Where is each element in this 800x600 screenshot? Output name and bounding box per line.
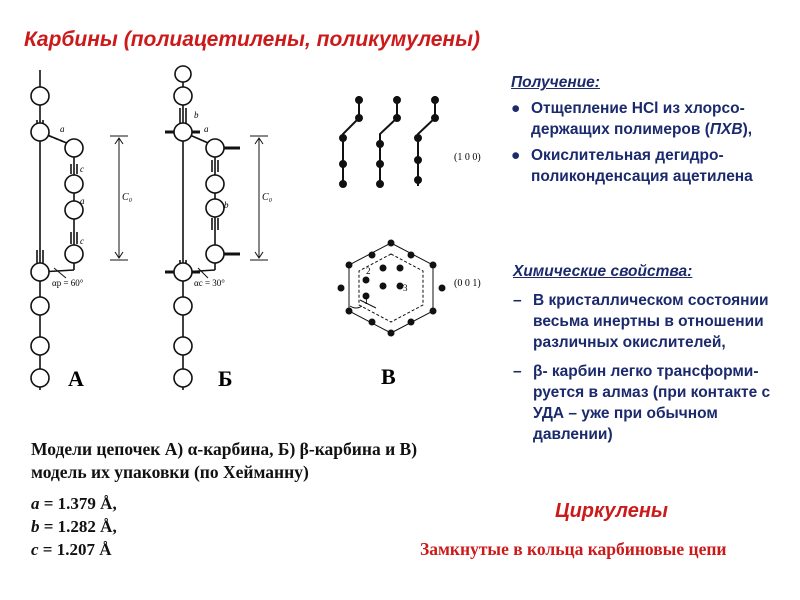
bullet-icon: ● [511, 100, 521, 117]
bond-label: b [224, 200, 229, 210]
param-value: = 1.207 Å [38, 540, 112, 559]
chemical-section [513, 261, 793, 445]
bond-lengths [31, 492, 117, 561]
bond-label: b [194, 110, 199, 120]
chain-beta [165, 66, 240, 390]
bond-label: a [60, 124, 65, 134]
bond-label: a [204, 124, 209, 134]
packing-001 [349, 243, 433, 333]
param-row [31, 492, 117, 515]
circulenes-title: Циркулены [555, 500, 668, 522]
obtaining-item [511, 98, 791, 140]
param-row [31, 538, 117, 561]
chemical-item-text: В кристаллическом состоянии весьма инертны в отношении различных окислителей, [533, 292, 769, 351]
chemical-item [513, 290, 793, 353]
dash-icon: – [513, 363, 522, 380]
obtaining-item-tail: ), [742, 121, 753, 138]
site-number: 2 [366, 266, 371, 276]
param-value: = 1.282 Å, [39, 517, 117, 536]
label-b: Б [218, 366, 233, 391]
bullet-icon: ● [511, 147, 521, 164]
chemical-item-text: β- карбин легко трансформи-руется в алмаз (при контакте с УДА – уже при обычном давлении) [533, 363, 771, 443]
packing-100 [340, 96, 438, 187]
chemical-item [513, 361, 793, 445]
obtaining-item-text: Отщепление HCl из хлорсо-держащих полимеров ( [531, 100, 745, 138]
site-number: 1 [364, 296, 369, 306]
param-symbol: c [31, 540, 39, 559]
figure-caption: Модели цепочек А) α-карбина, Б) β-карбина и В) модель их упаковки (по Хейманну) [31, 439, 418, 482]
obtaining-section [511, 72, 791, 187]
c0-label-b: C₀ [262, 192, 273, 203]
site-number: 3 [403, 283, 408, 293]
bond-label: a [80, 196, 85, 206]
plane-100-label: (1 0 0) [454, 152, 481, 163]
obtaining-item [511, 145, 791, 187]
label-v: В [381, 364, 396, 389]
obtaining-item-text: Окислительная дегидро-поликонденсация ацетилена [531, 147, 753, 185]
angle-beta: αc = 30° [194, 278, 225, 288]
chemical-heading: Химические свойства: [513, 263, 693, 280]
bond-label: c [80, 236, 84, 246]
plane-001-label: (0 0 1) [454, 278, 481, 289]
label-a: А [68, 366, 84, 391]
circulenes-description: Замкнутые в кольца карбиновые цепи [420, 539, 727, 559]
dash-icon: – [513, 292, 522, 309]
c0-label-a: C₀ [122, 192, 133, 203]
carbyne-diagram [0, 60, 500, 400]
chain-alpha [31, 70, 83, 390]
page-title: Карбины (полиацетилены, поликумулены) [24, 28, 481, 51]
param-value: = 1.379 Å, [39, 494, 117, 513]
param-row [31, 515, 117, 538]
bond-label: c [80, 164, 84, 174]
param-symbol: a [31, 494, 40, 513]
obtaining-item-italic: ПХВ [709, 121, 743, 138]
angle-alpha: αp = 60° [52, 278, 84, 288]
obtaining-heading: Получение: [511, 74, 600, 91]
param-symbol: b [31, 517, 40, 536]
